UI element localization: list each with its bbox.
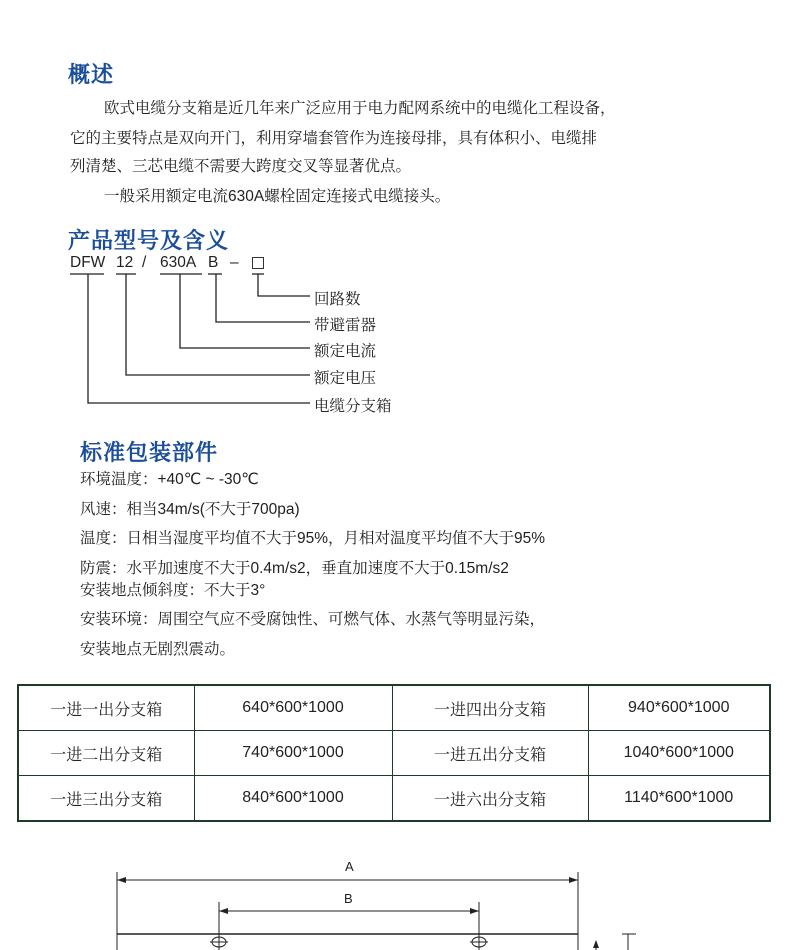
callout-rated-voltage: 额定电压 <box>314 370 377 387</box>
overview-line-3: 列清楚、三芯电缆不需要大跨度交叉等显著优点。 <box>70 158 412 175</box>
model-code-slash: / <box>142 254 147 271</box>
table-cell-model: 一进四出分支箱 <box>392 685 588 731</box>
table-cell-model: 一进六出分支箱 <box>392 776 588 822</box>
standard-title: 标准包装部件 <box>80 440 219 465</box>
spec-ambient-temp: 环境温度：+40℃ ~ -30℃ <box>80 471 259 488</box>
spec-environment: 安装环境：周围空气应不受腐蚀性、可燃气体、水蒸气等明显污染， <box>80 611 546 628</box>
table-cell-size: 1140*600*1000 <box>588 776 770 822</box>
table-cell-model: 一进五出分支箱 <box>392 731 588 776</box>
callout-arrester: 带避雷器 <box>314 317 377 334</box>
overview-title: 概述 <box>68 62 115 87</box>
overview-line-2: 它的主要特点是双向开门，利用穿墙套管作为连接母排，具有体积小、电缆排 <box>70 130 598 147</box>
model-code-current: 630A <box>160 254 197 271</box>
callout-loops: 回路数 <box>314 291 361 308</box>
table-cell-model: 一进二出分支箱 <box>18 731 194 776</box>
callout-branch-box: 电缆分支箱 <box>314 398 392 415</box>
model-code-dfw: DFW <box>70 254 106 271</box>
table-cell-size: 1040*600*1000 <box>588 731 770 776</box>
spec-wind-speed: 风速：相当34m/s(不大于700pa) <box>80 501 300 518</box>
table-cell-size: 740*600*1000 <box>194 731 392 776</box>
spec-inclination: 安装地点倾斜度：不大于3° <box>80 582 266 599</box>
callout-rated-current: 额定电流 <box>314 343 377 360</box>
table-cell-size: 640*600*1000 <box>194 685 392 731</box>
table-cell-size: 840*600*1000 <box>194 776 392 822</box>
spec-seismic: 防震：水平加速度不大于0.4m/s2，垂直加速度不大于0.15m/s2 <box>80 560 509 577</box>
overview-line-4: 一般采用额定电流630A螺栓固定连接式电缆接头。 <box>104 188 451 205</box>
model-code-arrester: B <box>208 254 219 271</box>
model-title: 产品型号及含义 <box>68 228 230 253</box>
table-cell-model: 一进三出分支箱 <box>18 776 194 822</box>
dim-label-a: A <box>345 859 354 874</box>
spec-humidity: 温度：日相当湿度平均值不大于95%，月相对温度平均值不大于95% <box>80 530 546 547</box>
table-cell-size: 940*600*1000 <box>588 685 770 731</box>
model-code-dash: – <box>230 254 239 271</box>
dim-label-b: B <box>344 891 353 906</box>
overview-line-1: 欧式电缆分支箱是近几年来广泛应用于电力配网系统中的电缆化工程设备， <box>104 100 616 117</box>
table-cell-model: 一进一出分支箱 <box>18 685 194 731</box>
spec-vibration: 安装地点无剧烈震动。 <box>80 641 236 658</box>
model-code-voltage: 12 <box>116 254 134 271</box>
